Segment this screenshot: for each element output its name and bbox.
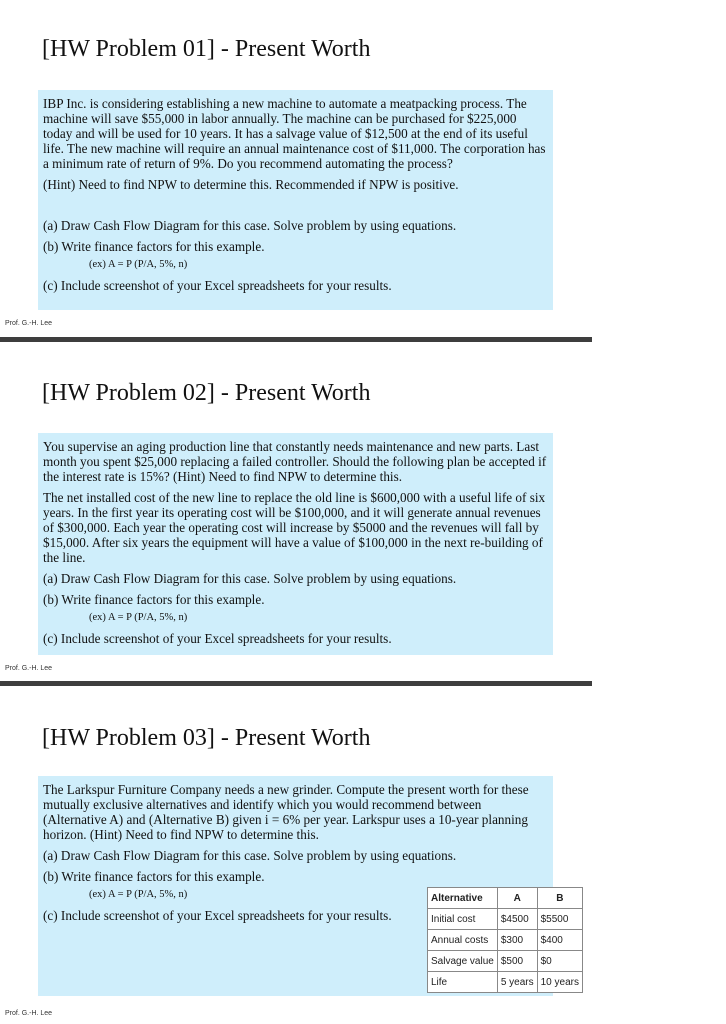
divider-1 bbox=[0, 337, 592, 342]
table-cell: $0 bbox=[537, 951, 582, 972]
table-row bbox=[428, 909, 583, 930]
table-cell: 10 years bbox=[537, 972, 582, 993]
table-header-cell: Alternative bbox=[428, 888, 498, 909]
table-cell: $4500 bbox=[497, 909, 537, 930]
problem-1-title: [HW Problem 01] - Present Worth bbox=[42, 36, 371, 62]
table-cell: Salvage value bbox=[428, 951, 498, 972]
problem-1-item-a: (a) Draw Cash Flow Diagram for this case. Solve problem by using equations. bbox=[43, 218, 457, 233]
table-row bbox=[428, 930, 583, 951]
problem-3-title: [HW Problem 03] - Present Worth bbox=[42, 725, 371, 751]
table-cell: 5 years bbox=[497, 972, 537, 993]
problem-2-example: (ex) A = P (P/A, 5%, n) bbox=[89, 612, 188, 623]
table-cell: $5500 bbox=[537, 909, 582, 930]
table-header-cell: B bbox=[537, 888, 582, 909]
alternatives-table bbox=[427, 887, 583, 993]
table-cell: $300 bbox=[497, 930, 537, 951]
table-header-cell: A bbox=[497, 888, 537, 909]
problem-1-box bbox=[38, 90, 553, 310]
problem-3-body: The Larkspur Furniture Company needs a new grinder. Compute the present worth for these mutually exclusive alternatives and identify which you would recommend between (Alternative A) and (Alternative B) given i = 6% per year. Larkspur uses a 10-year planning horizon. (Hint) Need to find NPW to determine this. bbox=[43, 782, 529, 842]
problem-3-example: (ex) A = P (P/A, 5%, n) bbox=[89, 889, 188, 900]
problem-1-hint: (Hint) Need to find NPW to determine this. Recommended if NPW is positive. bbox=[43, 177, 459, 192]
problem-2-item-a: (a) Draw Cash Flow Diagram for this case. Solve problem by using equations. bbox=[43, 571, 457, 586]
problem-2-title: [HW Problem 02] - Present Worth bbox=[42, 380, 371, 406]
problem-1-body: IBP Inc. is considering establishing a new machine to automate a meatpacking process. The machine will save $55,000 in labor annually. The machine can be purchased for $225,000 today and will be used for 10 years. It has a salvage value of $12,500 at the end of its useful life. The new machine will require an annual maintenance cost of $11,000. The corporation has a minimum rate of return of 9%. Do you recommend automating the process? bbox=[43, 96, 546, 171]
table-row bbox=[428, 951, 583, 972]
divider-2 bbox=[0, 681, 592, 686]
problem-1-footer: Prof. G.-H. Lee bbox=[5, 320, 53, 327]
problem-1-example: (ex) A = P (P/A, 5%, n) bbox=[89, 259, 188, 270]
problem-3-item-a: (a) Draw Cash Flow Diagram for this case. Solve problem by using equations. bbox=[43, 848, 457, 863]
problem-2-item-c: (c) Include screenshot of your Excel spreadsheets for your results. bbox=[43, 631, 392, 646]
table-cell: Life bbox=[428, 972, 498, 993]
problem-2-body-2: The net installed cost of the new line to replace the old line is $600,000 with a useful life of six years. In the first year its operating cost will be $100,000, and it will generate annual revenues of $300,000. Each year the operating cost will increase by $5000 and the revenues will fall by $15,000. After six years the equipment will have a value of $100,000 in the next re-building of the line. bbox=[43, 490, 546, 565]
table-cell: Initial cost bbox=[428, 909, 498, 930]
problem-3-item-b: (b) Write finance factors for this example. bbox=[43, 869, 265, 884]
problem-1-item-b: (b) Write finance factors for this example. bbox=[43, 239, 265, 254]
table-row bbox=[428, 972, 583, 993]
problem-2-footer: Prof. G.-H. Lee bbox=[5, 665, 53, 672]
table-cell: $400 bbox=[537, 930, 582, 951]
problem-3-item-c: (c) Include screenshot of your Excel spreadsheets for your results. bbox=[43, 908, 392, 923]
problem-3-footer: Prof. G.-H. Lee bbox=[5, 1010, 53, 1017]
table-header-row bbox=[428, 888, 583, 909]
problem-2-box bbox=[38, 433, 553, 655]
problem-2-body-1: You supervise an aging production line that constantly needs maintenance and new parts. Last month you spent $25,000 replacing a failed controller. Should the following plan be accepted if the interest rate is 15%? (Hint) Need to find NPW to determine this. bbox=[43, 439, 547, 484]
problem-2-item-b: (b) Write finance factors for this example. bbox=[43, 592, 265, 607]
table-cell: Annual costs bbox=[428, 930, 498, 951]
table-cell: $500 bbox=[497, 951, 537, 972]
problem-1-item-c: (c) Include screenshot of your Excel spreadsheets for your results. bbox=[43, 278, 392, 293]
